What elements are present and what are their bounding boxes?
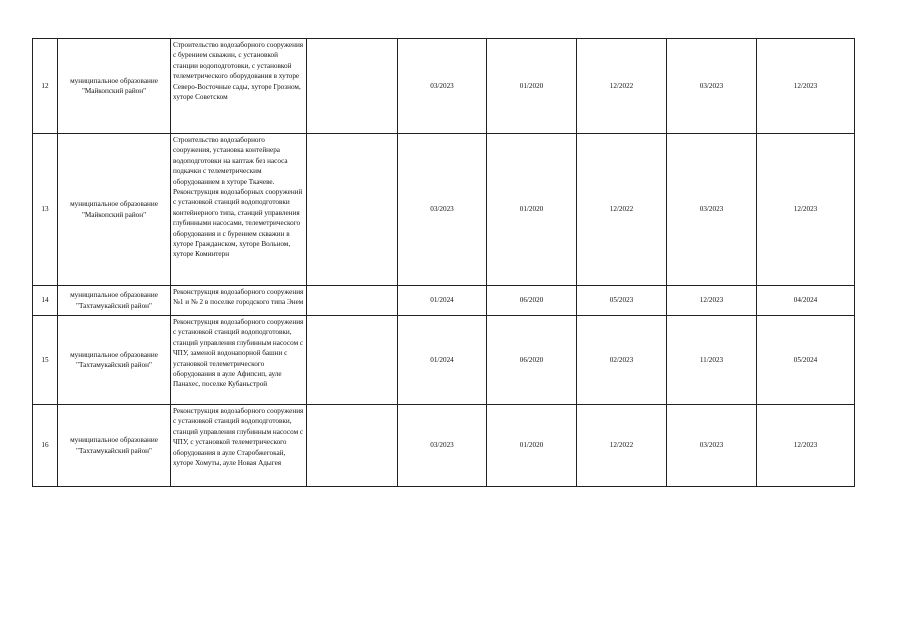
municipality-cell: муниципальное образование "Майкопский район" (58, 134, 171, 286)
table-row (33, 316, 855, 405)
municipality-cell: муниципальное образование "Тахтамукайский район" (58, 316, 171, 405)
date-cell: 05/2024 (757, 316, 855, 405)
date-cell: 01/2020 (487, 134, 577, 286)
date-cell: 03/2023 (667, 134, 757, 286)
row-number: 15 (33, 316, 58, 405)
row-number: 13 (33, 134, 58, 286)
date-cell: 05/2023 (577, 286, 667, 316)
date-cell: 06/2020 (487, 316, 577, 405)
date-cell: 12/2023 (757, 405, 855, 487)
date-cell: 03/2023 (398, 405, 487, 487)
description-text: Реконструкция водозаборного сооружения с установкой станций водоподготовки, станций управления глубинным насосом с ЧПУ, с установкой телеметрического оборудования в ауле Старобжегокай, хуторе Хомуты, ауле Новая Адыгея (173, 407, 304, 468)
date-cell: 03/2023 (667, 39, 757, 134)
projects-table (32, 38, 855, 487)
description-text: Строительство водозаборного сооружения, установка контейнера водоподготовки на каптаж без насоса подкачки с телеметрическим оборудованием в хуторе Ткачеве. Реконструкция водозаборных сооружений с установкой станций водоподготовки контейнерного типа, станций управления глубинными насосами, телеметрического оборудования и с бурением скважин в хуторе Гражданском, хуторе Вольном, хуторе Коминтерн (173, 136, 303, 259)
empty-cell (307, 39, 398, 134)
date-cell: 02/2023 (577, 316, 667, 405)
description-cell (171, 39, 307, 134)
table-row (33, 405, 855, 487)
table-row (33, 134, 855, 286)
empty-cell (307, 286, 398, 316)
date-cell: 12/2023 (757, 39, 855, 134)
date-cell: 12/2023 (757, 134, 855, 286)
date-cell: 01/2020 (487, 405, 577, 487)
date-cell: 12/2023 (667, 286, 757, 316)
empty-cell (307, 316, 398, 405)
date-cell: 04/2024 (757, 286, 855, 316)
row-number: 16 (33, 405, 58, 487)
description-text: Строительство водозаборного сооружения с бурением скважин, с установкой станции водоподготовки, с установкой телеметрического оборудования в хуторе Северо-Восточные сады, хуторе Грозном, хуторе Советском (173, 41, 304, 102)
description-cell (171, 134, 307, 286)
date-cell: 01/2020 (487, 39, 577, 134)
municipality-cell: муниципальное образование "Майкопский район" (58, 39, 171, 134)
description-text: Реконструкция водозаборного сооружения №1 и № 2 в поселке городского типа Энем (173, 288, 304, 307)
description-cell (171, 405, 307, 487)
description-cell (171, 316, 307, 405)
date-cell: 01/2024 (398, 286, 487, 316)
empty-cell (307, 134, 398, 286)
date-cell: 11/2023 (667, 316, 757, 405)
date-cell: 03/2023 (667, 405, 757, 487)
municipality-cell: муниципальное образование "Тахтамукайский район" (58, 405, 171, 487)
row-number: 12 (33, 39, 58, 134)
empty-cell (307, 405, 398, 487)
date-cell: 06/2020 (487, 286, 577, 316)
date-cell: 12/2022 (577, 405, 667, 487)
municipality-cell: муниципальное образование "Тахтамукайский район" (58, 286, 171, 316)
date-cell: 12/2022 (577, 134, 667, 286)
table-row (33, 39, 855, 134)
date-cell: 01/2024 (398, 316, 487, 405)
table-row (33, 286, 855, 316)
description-cell (171, 286, 307, 316)
description-text: Реконструкция водозаборного сооружения с установкой станций водоподготовки, станций управления глубинным насосом с ЧПУ, заменой водонапорной башни с установкой телеметрического оборудования в ауле Афипсип, ауле Панахес, поселке Кубаньстрой (173, 318, 304, 389)
row-number: 14 (33, 286, 58, 316)
date-cell: 12/2022 (577, 39, 667, 134)
date-cell: 03/2023 (398, 39, 487, 134)
date-cell: 03/2023 (398, 134, 487, 286)
